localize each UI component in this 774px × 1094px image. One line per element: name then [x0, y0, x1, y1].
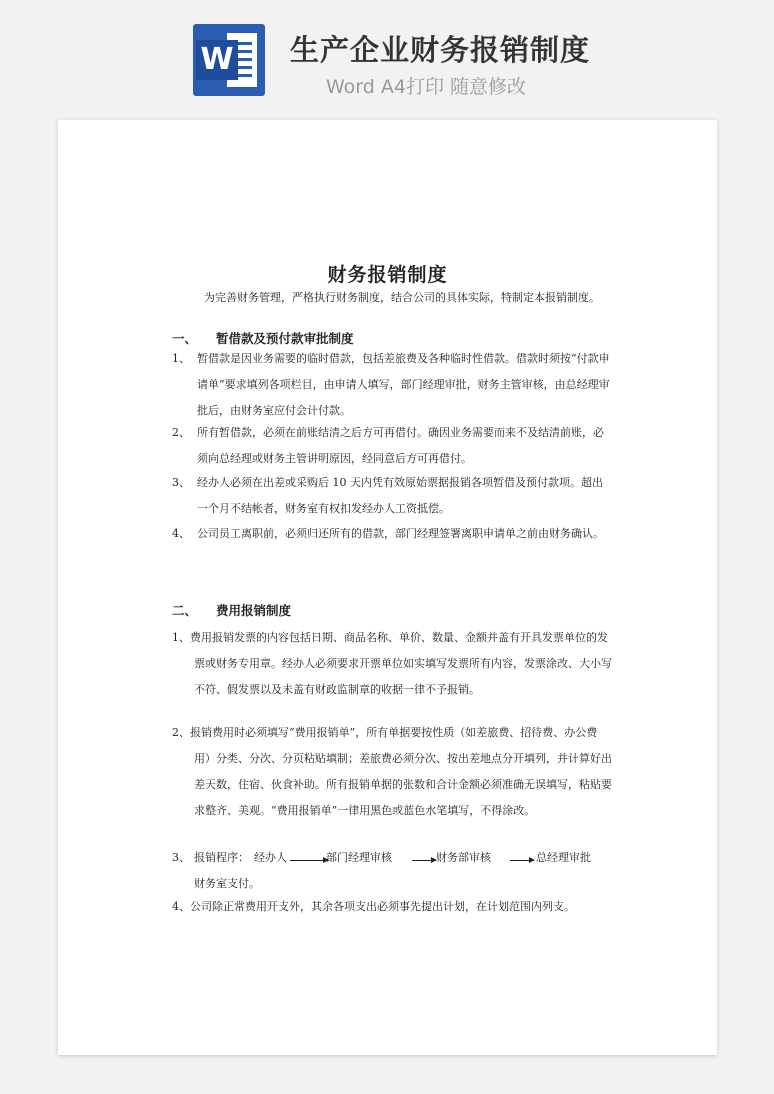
flow-tail: 财务室支付。 [194, 877, 260, 890]
item-number: 1、 [172, 631, 190, 644]
section-heading-2 [172, 601, 291, 619]
section-title: 暂借款及预付款审批制度 [216, 331, 354, 346]
flow-label: 报销程序： [194, 851, 249, 864]
item-text: 暂借款是因业务需要的临时借款，包括差旅费及各种临时性借款。借款时须按“付款申请单”要求填列各项栏目，由申请人填写，部门经理审批，财务主管审核，由总经理审批后，由财务室应付会计付款。 [197, 352, 610, 417]
item-text: 报销费用时必须填写“费用报销单”，所有单据要按性质（如差旅费、招待费、办公费用）分类、分次、分页粘贴填制；差旅费必须分次、按出差地点分开填列，并计算好出差天数，住宿、伙食补助。所有报销单据的张数和合计金额必须准确无误填写，粘贴要求整齐、美观。“费用报销单”一律用黑色或蓝色水笔填写，不得涂改。 [190, 726, 612, 817]
banner-title: 生产企业财务报销制度 [290, 33, 591, 67]
list-item [172, 420, 612, 472]
item-text: 经办人必须在出差或采购后 10 天内凭有效原始票据报销各项暂借及预付款项。超出一个月不结帐者，财务室有权扣发经办人工资抵偿。 [197, 476, 603, 515]
item-text: 所有暂借款，必须在前账结清之后方可再借付。确因业务需要而来不及结清前账，必须向总经理或财务主管讲明原因，经同意后方可再借付。 [197, 426, 604, 465]
arrow-icon [412, 860, 436, 861]
list-item [172, 894, 612, 920]
section-number: 一、 [172, 331, 198, 346]
flow-step: 总经理审批 [536, 851, 591, 864]
item-text: 公司除正常费用开支外，其余各项支出必须事先提出计划，在计划范围内列支。 [190, 900, 575, 913]
item-text: 公司员工离职前，必须归还所有的借款，部门经理签署离职申请单之前由财务确认。 [197, 527, 604, 540]
word-icon-letter: W [196, 40, 238, 80]
list-item [172, 720, 612, 824]
item-number: 2、 [172, 426, 190, 439]
item-number: 3、 [172, 476, 190, 489]
word-document-icon [193, 24, 265, 96]
document-title: 财务报销制度 [327, 264, 448, 286]
list-item [172, 470, 612, 522]
flow-step: 部门经理审核 [326, 851, 392, 864]
arrow-icon [290, 860, 328, 861]
item-number: 4、 [172, 900, 190, 913]
list-item [172, 346, 612, 424]
intro-paragraph: 为完善财务管理，严格执行财务制度，结合公司的具体实际，特制定本报销制度。 [204, 291, 600, 304]
banner [0, 0, 774, 110]
item-number: 4、 [172, 527, 190, 540]
section-heading-1 [172, 329, 354, 347]
section-number: 二、 [172, 603, 198, 618]
banner-subtitle: Word A4打印 随意修改 [326, 76, 527, 98]
flow-step: 财务部审核 [436, 851, 491, 864]
item-text: 费用报销发票的内容包括日期、商品名称、单价、数量、金额并盖有开具发票单位的发票或财务专用章。经办人必须要求开票单位如实填写发票所有内容，发票涂改、大小写不符、假发票以及未盖有财政监制章的收据一律不予报销。 [190, 631, 612, 696]
list-item [172, 521, 612, 547]
item-number: 3、 [172, 851, 190, 864]
item-number: 2、 [172, 726, 190, 739]
flow-step: 经办人 [254, 851, 287, 864]
arrow-icon [510, 860, 534, 861]
document-page [58, 120, 717, 1055]
list-item [172, 625, 612, 703]
item-number: 1、 [172, 352, 190, 365]
section-title: 费用报销制度 [216, 603, 292, 618]
